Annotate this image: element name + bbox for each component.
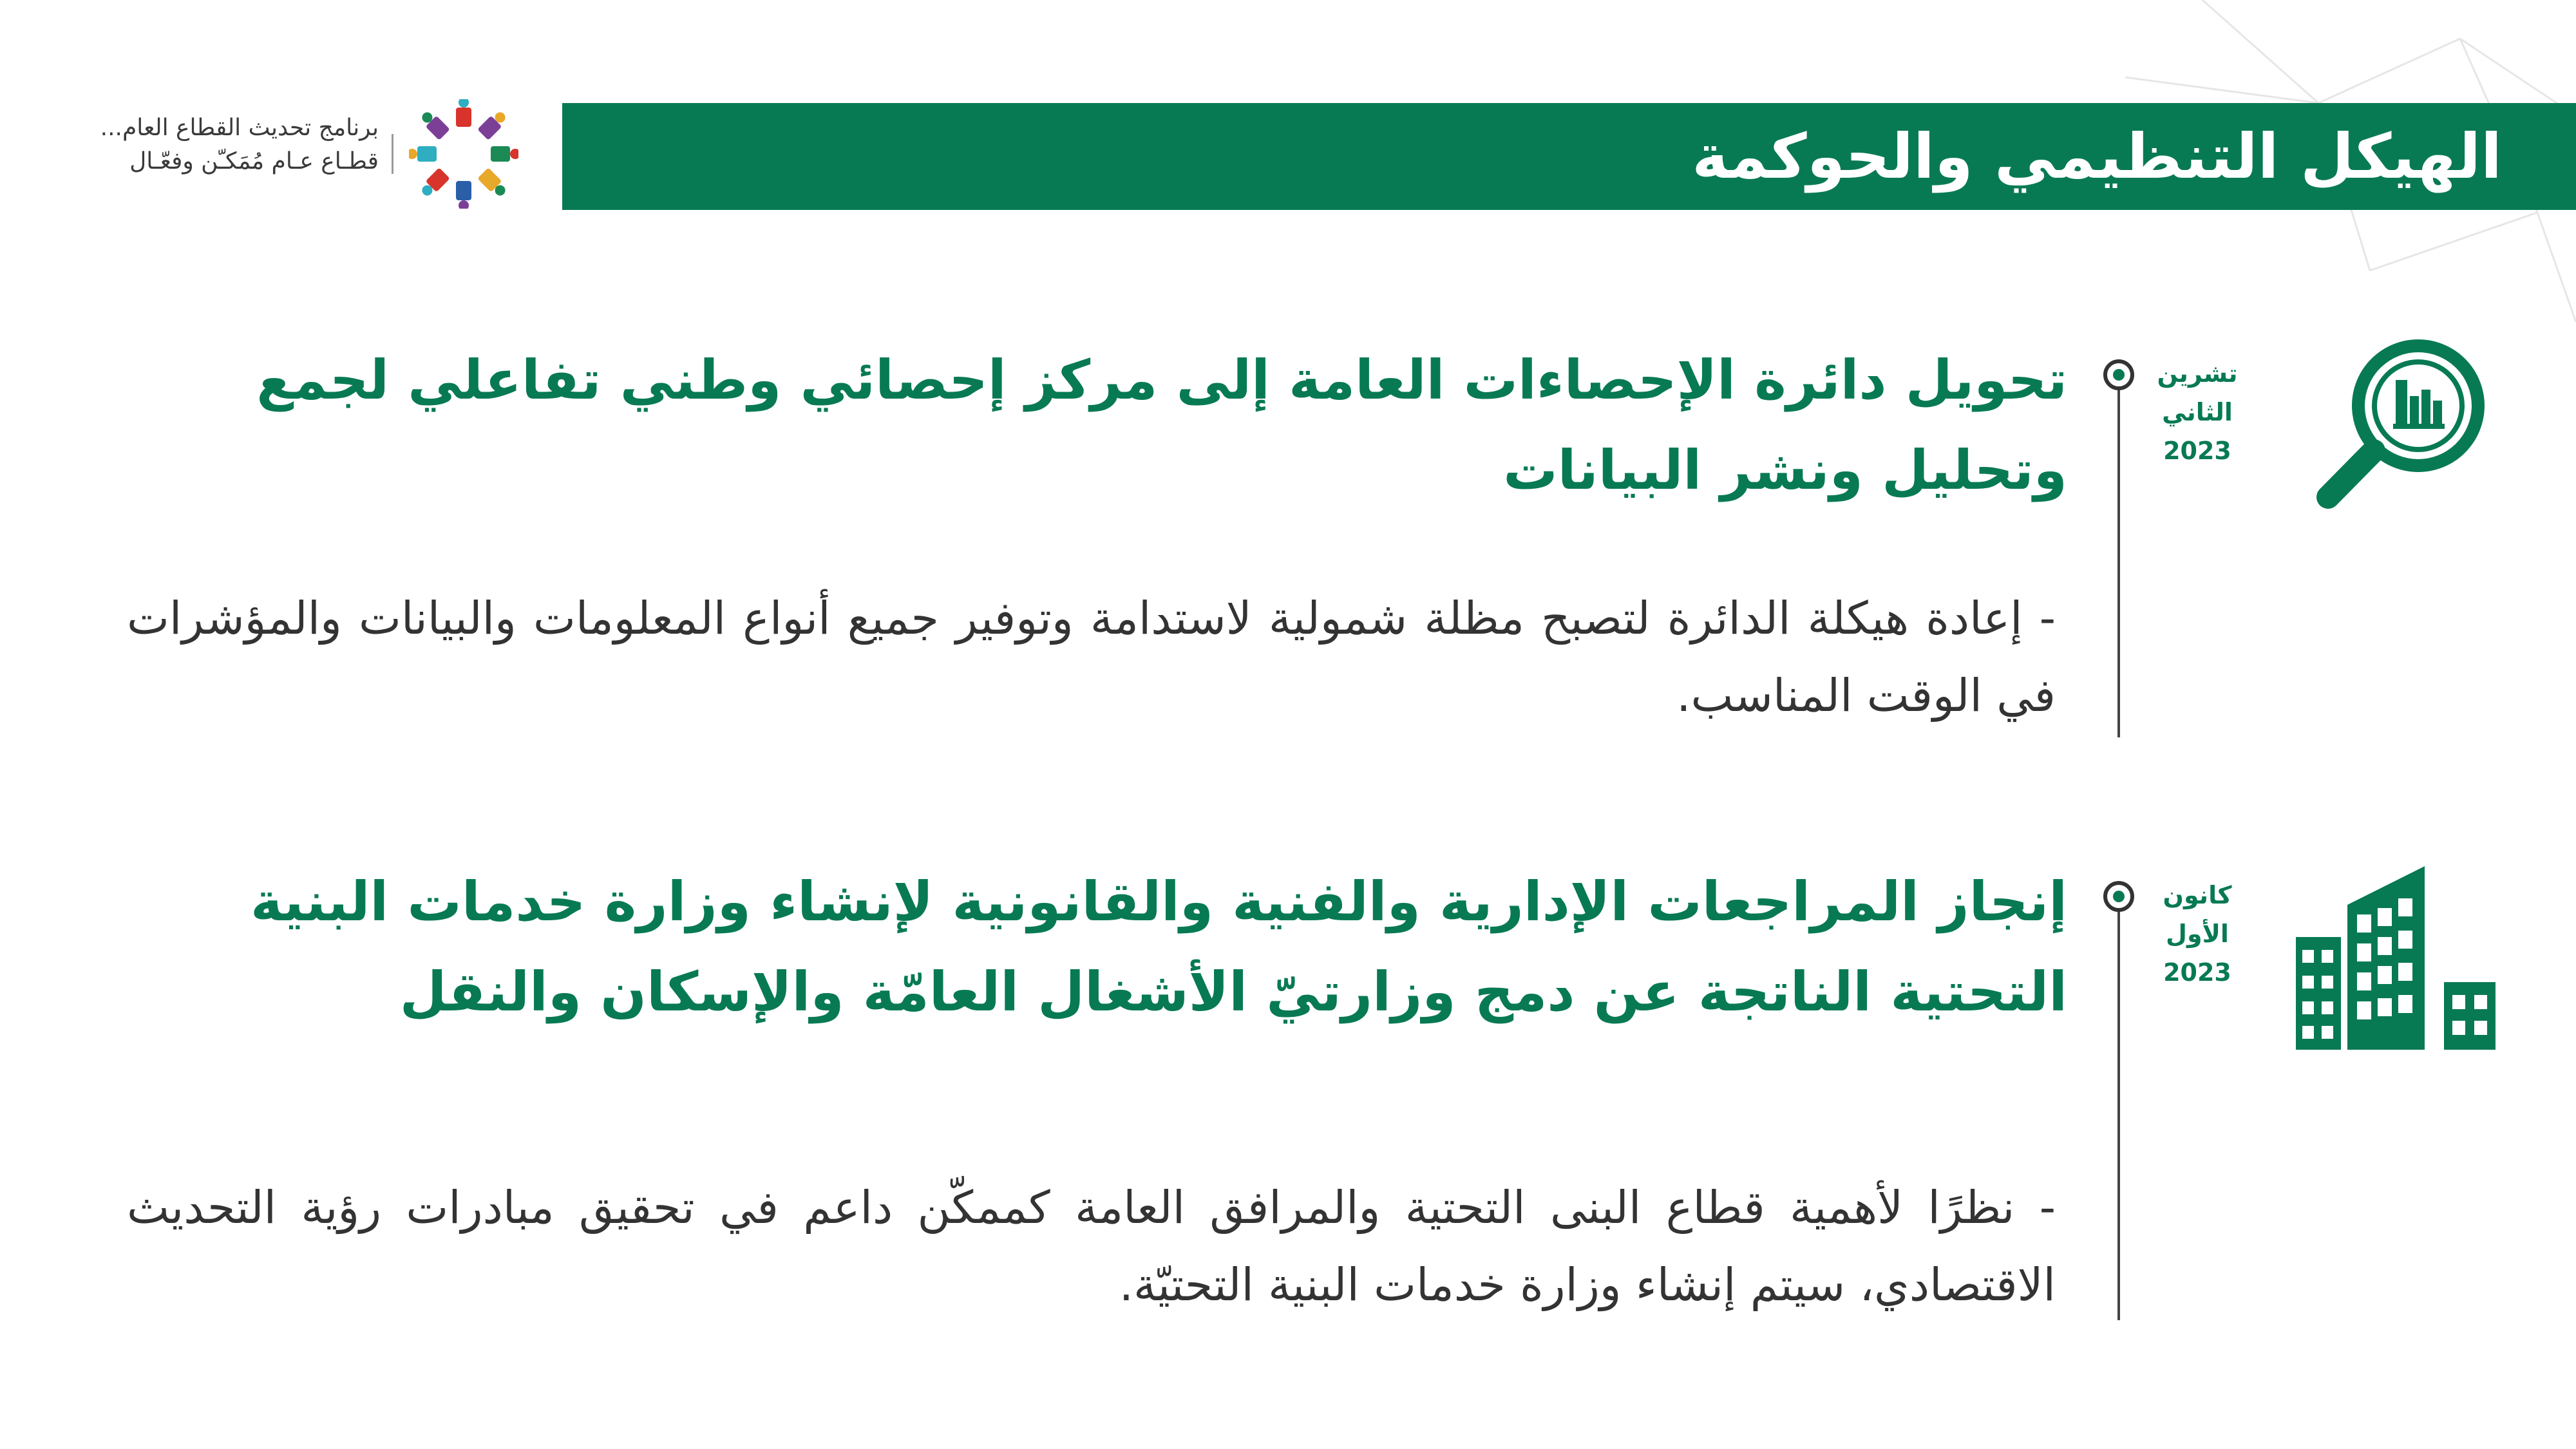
timeline-date [2149, 876, 2246, 992]
date-month-line1: كانون [2163, 881, 2232, 909]
header-band [562, 103, 2576, 210]
item-body: - إعادة هيكلة الدائرة لتصبح مظلة شمولية لاستدامة وتوفير جميع أنواع المعلومات والبيانات والمؤشرات في الوقت المناسب. [127, 592, 2056, 722]
date-month-line2: الثاني [2162, 398, 2233, 426]
logo-text-line1: برنامج تحديث القطاع العام... [100, 115, 379, 141]
magnifier-chart-icon [2299, 328, 2492, 522]
date-month-line2: الأول [2166, 920, 2229, 948]
program-logo [39, 97, 522, 213]
item-title: تحويل دائرة الإحصاءات العامة إلى مركز إحصائي وطني تفاعلي لجمع وتحليل ونشر البيانات [256, 348, 2067, 502]
buildings-icon [2293, 860, 2499, 1053]
timeline-line [2117, 902, 2120, 1320]
logo-separator [392, 134, 393, 174]
date-year: 2023 [2163, 437, 2231, 465]
date-month-line1: تشرين [2157, 359, 2238, 388]
logo-emblem-icon [409, 99, 518, 209]
logo-text-line2: قطـاع عـام مُمَكـّن وفعّـال [129, 148, 379, 175]
timeline-date [2149, 354, 2246, 470]
item-body: - نظرًا لأهمية قطاع البنى التحتية والمرافق العامة كممكّن داعم في تحقيق مبادرات رؤية التحديث الاقتصادي، سيتم إنشاء وزارة خدمات البنية التحتيّة. [127, 1181, 2056, 1311]
timeline-dot [2103, 881, 2134, 912]
timeline-dot [2103, 359, 2134, 390]
item-title: إنجاز المراجعات الإدارية والفنية والقانونية لإنشاء وزارة خدمات البنية التحتية الناتجة عن دمج وزارتيّ الأشغال العامّة والإسكان والنقل [251, 870, 2067, 1023]
timeline-line [2117, 380, 2120, 737]
date-year: 2023 [2163, 958, 2231, 987]
page-title: الهيكل التنظيمي والحوكمة [1692, 120, 2502, 193]
